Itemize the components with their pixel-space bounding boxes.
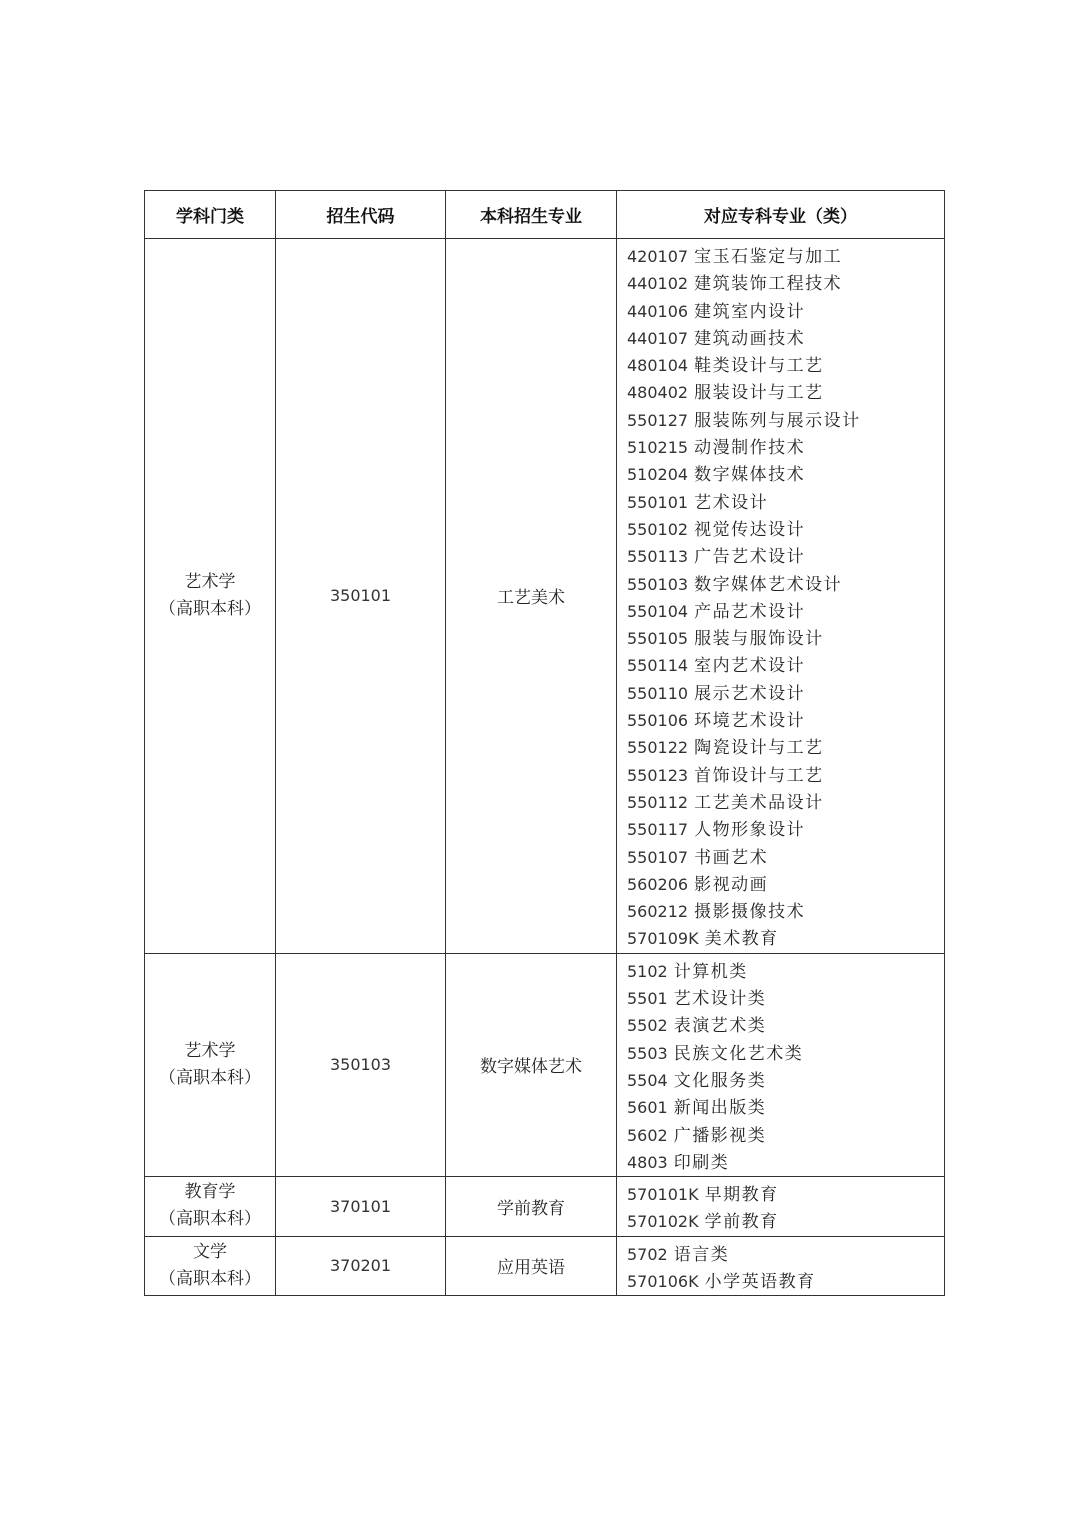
list-item [627,1208,944,1235]
major-name: 艺术设计 [694,492,769,513]
major-name: 广告艺术设计 [694,547,806,568]
list-item [627,1094,944,1121]
major-name: 建筑装饰工程技术 [694,274,843,295]
major-code: 550122 [627,738,689,758]
major-code: 440107 [627,328,689,348]
major-code: 570102K [627,1212,699,1232]
major-name: 服装与服饰设计 [694,629,824,650]
list-item [627,762,944,789]
major-code: 550112 [627,792,689,812]
major-code: 440102 [627,274,689,294]
list-item [627,898,944,925]
major-code: 560206 [627,874,689,894]
major-name: 学前教育 [704,1212,779,1233]
major-code: 5602 [627,1125,668,1145]
list-item [627,1241,944,1268]
category-cell [145,953,276,1176]
list-item [627,844,944,871]
major-code: 550123 [627,765,689,785]
major-name: 艺术设计类 [673,989,767,1010]
list-item [627,379,944,406]
category-note: （高职本科） [159,598,261,619]
major-name: 数字媒体技术 [694,465,806,486]
list-item [627,352,944,379]
list-item [627,985,944,1012]
category-name: 艺术学 [184,1040,236,1061]
major-code: 550113 [627,547,689,567]
major-code: 550110 [627,683,689,703]
major-name: 动漫制作技术 [694,438,806,459]
table-header-row [145,191,945,239]
enrollment-code-cell: 350103 [276,953,446,1176]
major-name: 数字媒体艺术设计 [694,574,843,595]
major-name: 产品艺术设计 [694,601,806,622]
enrollment-code-cell: 370201 [276,1236,446,1296]
major-code: 570101K [627,1185,699,1205]
header-corresponding: 对应专科专业（类） [617,191,945,239]
list-item [627,298,944,325]
list-item [627,243,944,270]
list-item [627,1012,944,1039]
corresponding-majors-cell [617,239,945,954]
table-row [145,239,945,954]
list-item [627,680,944,707]
header-major: 本科招生专业 [446,191,617,239]
list-item [627,1149,944,1176]
list-item [627,707,944,734]
major-name: 影视动画 [694,874,769,895]
list-item [627,958,944,985]
major-code: 550102 [627,519,689,539]
major-code: 5502 [627,1016,668,1036]
list-item [627,925,944,952]
list-item [627,434,944,461]
major-code: 550101 [627,492,689,512]
table-row [145,953,945,1176]
major-name: 美术教育 [704,929,779,950]
header-code: 招生代码 [276,191,446,239]
list-item [627,652,944,679]
major-code: 570109K [627,929,699,949]
major-code: 5504 [627,1070,668,1090]
major-name: 视觉传达设计 [694,519,806,540]
major-name: 表演艺术类 [673,1016,767,1037]
major-name: 语言类 [673,1244,730,1265]
category-cell [145,1177,276,1237]
list-item [627,1268,944,1295]
major-code: 550127 [627,410,689,430]
major-code: 510215 [627,438,689,458]
list-item [627,270,944,297]
corresponding-majors-cell [617,1236,945,1296]
list-item [627,516,944,543]
major-code: 5503 [627,1043,668,1063]
list-item [627,598,944,625]
category-note: （高职本科） [159,1209,261,1230]
enrollment-code-cell: 350101 [276,239,446,954]
list-item [627,1040,944,1067]
major-code: 5102 [627,961,668,981]
major-code: 550117 [627,820,689,840]
major-code: 480104 [627,356,689,376]
major-name: 人物形象设计 [694,820,806,841]
major-name: 广播影视类 [673,1125,767,1146]
major-code: 550114 [627,656,689,676]
major-name: 室内艺术设计 [694,656,806,677]
table-row [145,1236,945,1296]
major-name: 摄影摄像技术 [694,902,806,923]
major-code: 5601 [627,1098,668,1118]
list-item [627,571,944,598]
list-item [627,461,944,488]
list-item [627,1122,944,1149]
undergraduate-major-cell: 应用英语 [446,1236,617,1296]
undergraduate-major-cell: 工艺美术 [446,239,617,954]
undergraduate-major-cell: 学前教育 [446,1177,617,1237]
major-code: 5501 [627,989,668,1009]
major-name: 宝玉石鉴定与加工 [694,247,843,267]
major-name: 印刷类 [673,1152,730,1173]
major-name: 民族文化艺术类 [673,1043,804,1064]
major-code: 5702 [627,1244,668,1264]
list-item [627,734,944,761]
major-name: 展示艺术设计 [694,683,806,704]
major-code: 550107 [627,847,689,867]
major-name: 建筑室内设计 [694,301,806,322]
major-name: 服装陈列与展示设计 [694,410,861,431]
major-name: 工艺美术品设计 [694,792,824,813]
list-item [627,625,944,652]
major-code: 560212 [627,902,689,922]
category-note: （高职本科） [159,1268,261,1289]
list-item [627,816,944,843]
major-name: 服装设计与工艺 [694,383,824,404]
header-category: 学科门类 [145,191,276,239]
category-cell [145,239,276,954]
list-item [627,325,944,352]
major-code: 550106 [627,711,689,731]
category-name: 教育学 [184,1182,236,1203]
major-name: 环境艺术设计 [694,711,806,732]
corresponding-majors-cell [617,1177,945,1237]
major-name: 计算机类 [673,961,748,982]
major-name: 文化服务类 [673,1070,767,1091]
list-item [627,789,944,816]
undergraduate-major-cell: 数字媒体艺术 [446,953,617,1176]
major-name: 早期教育 [704,1185,779,1206]
list-item [627,407,944,434]
major-code: 440106 [627,301,689,321]
major-name: 新闻出版类 [673,1098,767,1119]
category-name: 文学 [193,1241,227,1262]
category-cell [145,1236,276,1296]
major-code: 550103 [627,574,689,594]
category-note: （高职本科） [159,1067,261,1088]
major-code: 420107 [627,247,689,266]
list-item [627,871,944,898]
major-code: 570106K [627,1271,699,1291]
corresponding-majors-cell [617,953,945,1176]
major-name: 小学英语教育 [704,1271,816,1292]
major-code: 480402 [627,383,689,403]
list-item [627,1181,944,1208]
major-code: 550105 [627,629,689,649]
major-name: 建筑动画技术 [694,328,806,349]
major-code: 4803 [627,1152,668,1172]
major-name: 书画艺术 [694,847,769,868]
major-name: 鞋类设计与工艺 [694,356,824,377]
major-code: 510204 [627,465,689,485]
list-item [627,543,944,570]
enrollment-code-cell: 370101 [276,1177,446,1237]
major-name: 陶瓷设计与工艺 [694,738,824,759]
category-name: 艺术学 [184,571,236,592]
major-correspondence-table [144,190,945,1296]
list-item [627,489,944,516]
table-row [145,1177,945,1237]
list-item [627,1067,944,1094]
major-code: 550104 [627,601,689,621]
major-name: 首饰设计与工艺 [694,765,824,786]
